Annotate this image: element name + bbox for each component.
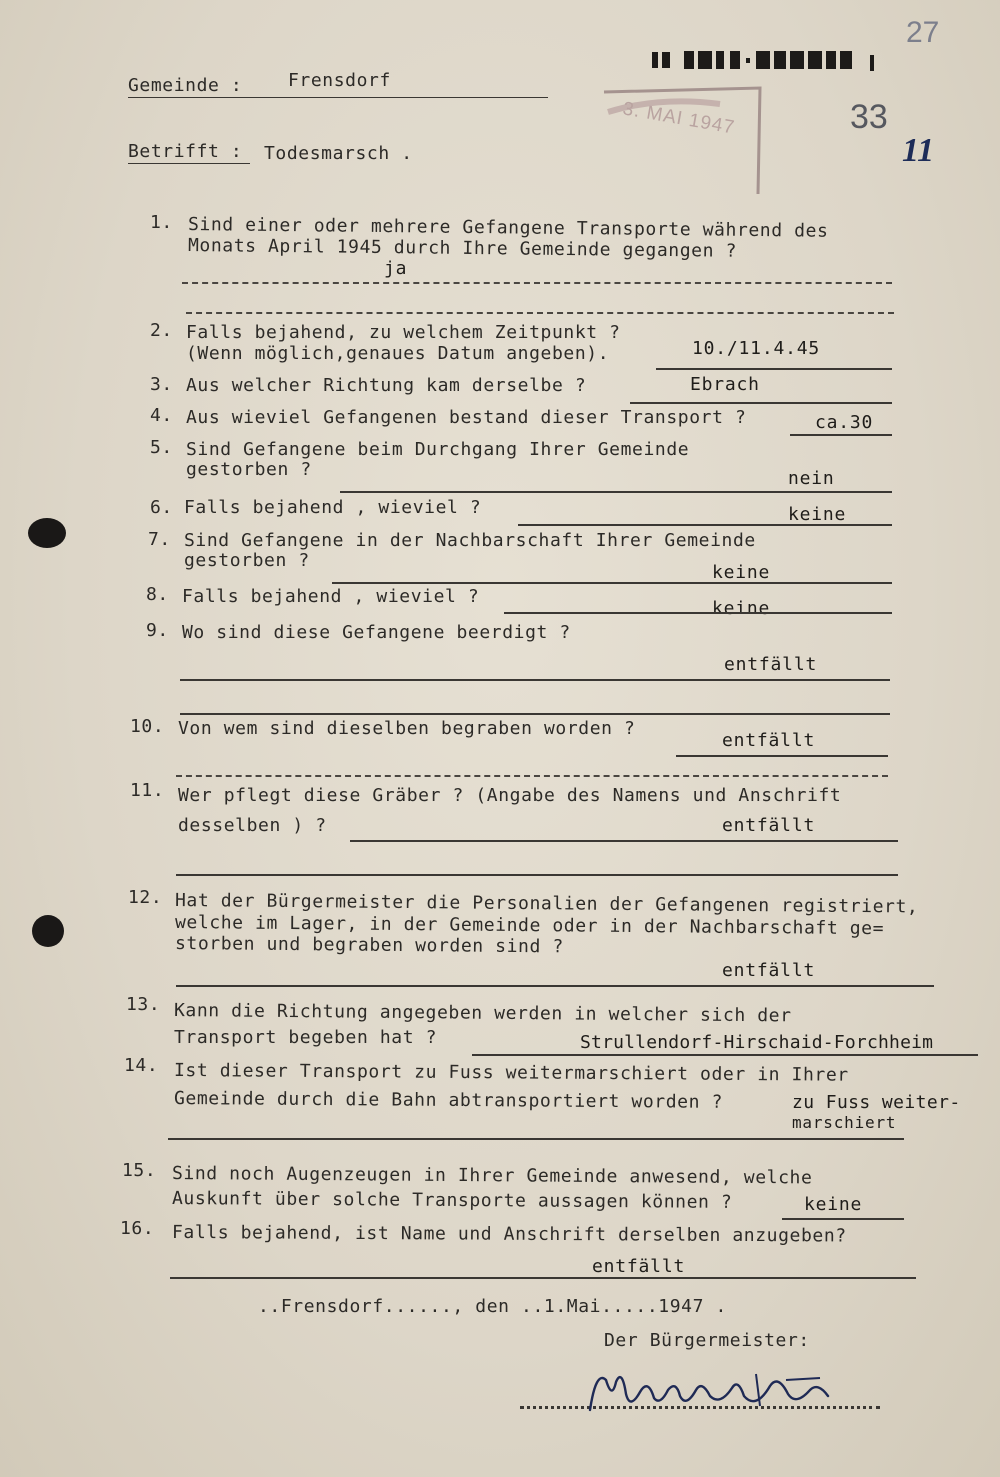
question-15-line-2: Auskunft über solche Transporte aussagen können ?: [171, 1188, 733, 1213]
question-2-line-2: (Wenn möglich,genaues Datum angeben).: [186, 343, 610, 364]
question-3-answer: Ebrach: [690, 374, 760, 395]
answer-line: [518, 524, 892, 526]
question-9-number: 9.: [146, 620, 169, 641]
answer-line: [176, 775, 888, 777]
question-7-answer: keine: [712, 562, 771, 583]
answer-line: [676, 755, 888, 757]
punch-hole-top: [28, 518, 66, 548]
question-6-answer: keine: [788, 504, 847, 525]
question-1-answer: ja: [384, 258, 408, 279]
question-2-answer: 10./11.4.45: [692, 338, 821, 359]
answer-line: [186, 312, 894, 314]
question-4-answer: ca.30: [815, 412, 874, 433]
question-4-number: 4.: [150, 405, 173, 426]
question-10-number: 10.: [130, 716, 165, 737]
question-16-answer: entfällt: [592, 1256, 686, 1277]
answer-line: [504, 612, 892, 614]
answer-line: [180, 679, 890, 681]
question-14-answer-continued: marschiert: [792, 1113, 897, 1132]
archive-number-second: 33: [850, 98, 888, 136]
question-11-answer: entfällt: [722, 815, 816, 836]
archive-mark: 11: [902, 132, 935, 169]
answer-line: [790, 434, 892, 436]
gemeinde-label: Gemeinde :: [128, 75, 243, 96]
betrifft-label: Betrifft :: [128, 141, 243, 162]
gemeinde-value: Frensdorf: [288, 70, 391, 91]
answer-line: [170, 1277, 916, 1279]
answer-line: [350, 840, 898, 842]
question-5-answer: nein: [788, 468, 835, 489]
signature: [560, 1360, 860, 1430]
question-1-line-1: Sind einer oder mehrere Gefangene Transporte während des: [187, 214, 829, 242]
redacted-header-strip: [648, 46, 888, 76]
answer-line: [630, 402, 892, 404]
question-4-line-1: Aus wieviel Gefangenen bestand dieser Transport ?: [186, 407, 747, 428]
question-11-line-1: Wer pflegt diese Gräber ? (Angabe des Namens und Anschrift: [178, 785, 842, 806]
question-1-line-2: Monats April 1945 durch Ihre Gemeinde gegangen ?: [187, 235, 738, 262]
signatory-title: Der Bürgermeister:: [604, 1330, 810, 1351]
question-7-line-1: Sind Gefangene in der Nachbarschaft Ihrer Gemeinde: [184, 530, 756, 551]
question-8-answer: keine: [712, 598, 771, 619]
question-13-number: 13.: [126, 994, 161, 1015]
question-13-line-1: Kann die Richtung angegeben werden in welcher sich der: [173, 1000, 792, 1027]
answer-line: [176, 985, 934, 987]
question-3-number: 3.: [150, 374, 173, 395]
punch-hole-bottom: [32, 915, 64, 947]
question-6-number: 6.: [150, 497, 173, 518]
question-2-line-1: Falls bejahend, zu welchem Zeitpunkt ?: [186, 322, 621, 343]
question-7-number: 7.: [148, 529, 171, 550]
answer-line: [472, 1054, 978, 1056]
question-10-line-1: Von wem sind dieselben begraben worden ?: [178, 718, 636, 739]
question-8-number: 8.: [146, 584, 169, 605]
question-6-line-1: Falls bejahend , wieviel ?: [184, 497, 482, 518]
question-11-number: 11.: [130, 780, 165, 801]
question-8-line-1: Falls bejahend , wieviel ?: [182, 586, 480, 607]
question-12-line-3: storben und begraben worden sind ?: [174, 933, 564, 958]
answer-line: [180, 713, 890, 715]
question-9-answer: entfällt: [724, 654, 818, 675]
question-15-answer: keine: [804, 1194, 863, 1215]
question-12-line-1: Hat der Bürgermeister die Personalien der Gefangenen registriert,: [174, 890, 919, 918]
answer-line: [182, 282, 892, 284]
question-16-number: 16.: [120, 1218, 155, 1239]
answer-line: [340, 491, 892, 493]
question-10-answer: entfällt: [722, 730, 816, 751]
question-5-number: 5.: [150, 437, 173, 458]
question-15-number: 15.: [122, 1160, 157, 1181]
question-14-answer: zu Fuss weiter-: [792, 1092, 961, 1113]
question-11-line-2: desselben ) ?: [178, 815, 327, 836]
answer-line: [176, 874, 898, 876]
archive-number-top: 27: [906, 16, 940, 49]
question-12-line-2: welche im Lager, in der Gemeinde oder in der Nachbarschaft ge=: [174, 912, 885, 940]
question-2-number: 2.: [150, 320, 173, 341]
gemeinde-underline: [128, 97, 548, 98]
question-13-line-2: Transport begeben hat ?: [174, 1027, 438, 1048]
question-14-line-2: Gemeinde durch die Bahn abtransportiert worden ?: [173, 1088, 724, 1113]
answer-line: [168, 1138, 904, 1140]
betrifft-underline: [128, 163, 250, 164]
stamp-date: 3. MAI 1947: [621, 98, 737, 139]
answer-line: [656, 368, 892, 370]
question-5-line-2: gestorben ?: [186, 459, 312, 480]
question-14-line-1: Ist dieser Transport zu Fuss weitermarschiert oder in Ihrer: [173, 1060, 849, 1086]
question-9-line-1: Wo sind diese Gefangene beerdigt ?: [182, 622, 571, 643]
question-12-number: 12.: [128, 887, 163, 908]
question-13-answer: Strullendorf-Hirschaid-Forchheim: [580, 1032, 934, 1053]
place-date-line: ..Frensdorf......, den ..1.Mai.....1947 .: [258, 1296, 727, 1317]
answer-line: [332, 582, 892, 584]
question-16-line-1: Falls bejahend, ist Name und Anschrift derselben anzugeben?: [171, 1222, 847, 1247]
question-12-answer: entfällt: [722, 960, 816, 981]
question-3-line-1: Aus welcher Richtung kam derselbe ?: [186, 375, 587, 396]
betrifft-value: Todesmarsch .: [264, 143, 413, 164]
question-5-line-1: Sind Gefangene beim Durchgang Ihrer Gemeinde: [186, 439, 690, 460]
question-15-line-1: Sind noch Augenzeugen in Ihrer Gemeinde anwesend, welche: [171, 1163, 813, 1189]
question-14-number: 14.: [124, 1055, 159, 1076]
question-1-number: 1.: [150, 212, 173, 233]
question-7-line-2: gestorben ?: [184, 550, 310, 571]
answer-line: [782, 1218, 904, 1220]
